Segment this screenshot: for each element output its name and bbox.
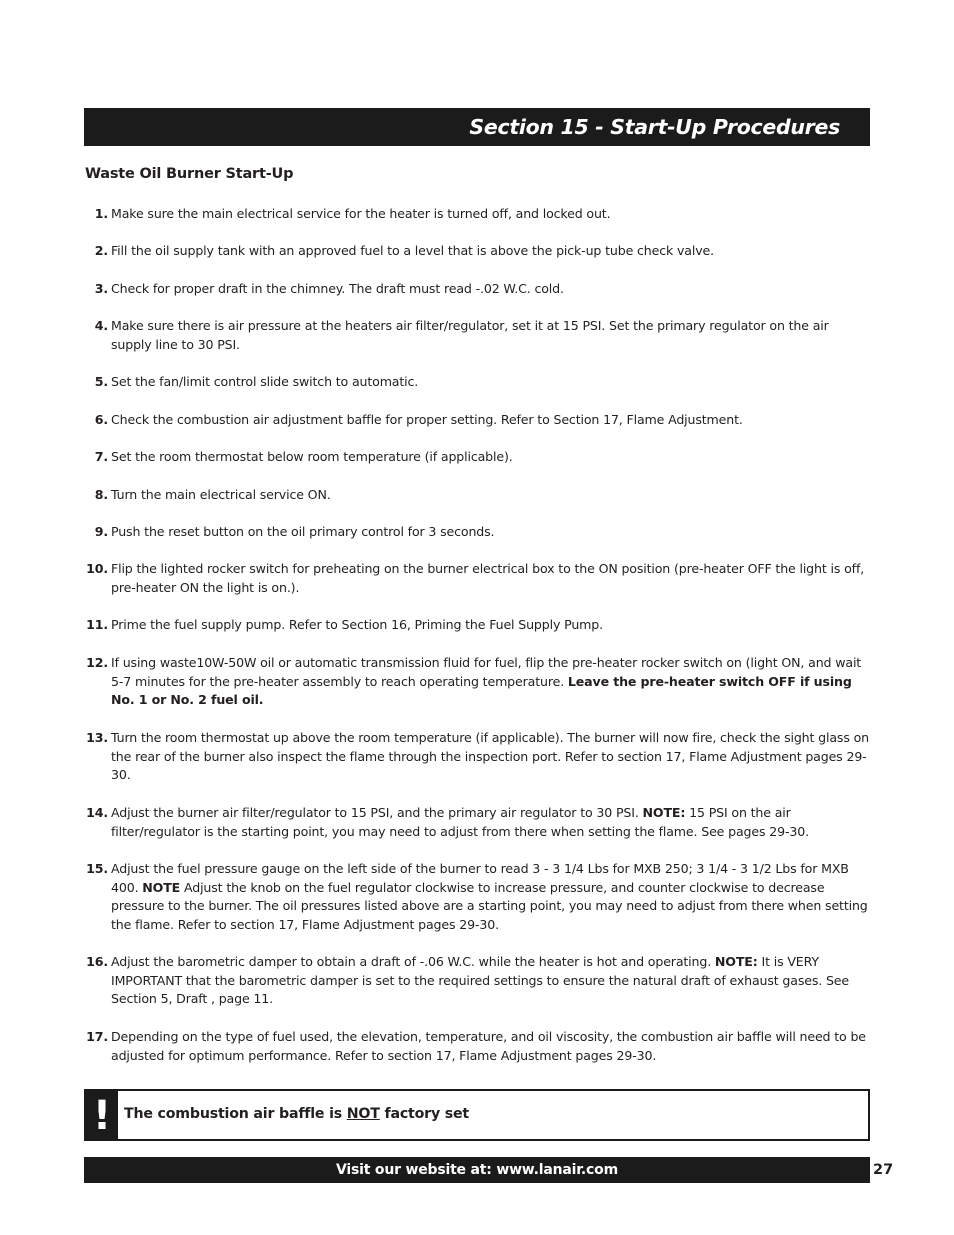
step-number: 16. [86,954,108,969]
step-text [111,860,871,934]
step-text-bold: NOTE [142,879,181,895]
step-text [111,523,871,542]
step-text [111,804,871,841]
exclamation-glyph: ! [92,1093,112,1139]
step-text [111,616,871,635]
footer-website-text: Visit our website at: www.lanair.com [336,1162,618,1178]
step-text [111,242,871,261]
step-number: 15. [86,861,108,876]
page-number: 27 [873,1162,894,1178]
step-number: 7. [94,449,108,464]
step-text [111,953,871,1009]
step-text-part: Adjust the burner air filter/regulator to 15 PSI, and the primary air regulator to 30 PSI. [111,805,643,820]
step-text-part: If using waste10W-50W oil or automatic transmission fluid for fuel, flip the pre-heater rocker switch on (light ON, and wait 5-7 minutes for the pre-heater assembly to reach operating temperature. [111,655,862,689]
step-text [111,411,871,430]
alert-text-before: The combustion air baffle is [124,1106,347,1122]
step-text-part: Flip the lighted rocker switch for preheating on the burner electrical box to the ON position (pre-heater OFF the light is off, pre-heater ON the light is on.). [111,561,865,595]
step-text-part: It is VERY IMPORTANT that the barometric damper is set to the required settings to ensure the natural draft of exhaust gases. See Section 5, Draft , page 11. [111,954,850,1007]
step-number: 8. [94,487,108,502]
step-text-part: Depending on the type of fuel used, the elevation, temperature, and oil viscosity, the combustion air baffle will need to be adjusted for optimum performance. Refer to section 17, Flame Adjustment pages 29-30. [111,1029,866,1063]
step-text-part: Turn the room thermostat up above the room temperature (if applicable). The burner will now fire, check the sight glass on the rear of the burner also inspect the flame through the inspection port. Refer to section 17, Flame Adjustment pages 29-30. [111,730,869,783]
step-text [111,1028,871,1065]
step-number: 2. [94,243,108,258]
step-text-part: Set the fan/limit control slide switch to automatic. [111,374,419,389]
step-text [111,560,871,597]
step-text-part: Prime the fuel supply pump. Refer to Section 16, Priming the Fuel Supply Pump. [111,617,603,632]
step-text-part: Make sure there is air pressure at the heaters air filter/regulator, set it at 15 PSI. Set the primary regulator on the air supply line to 30 PSI. [111,318,829,352]
step-number: 10. [86,561,108,576]
step-text [111,280,871,299]
step-number: 12. [86,655,108,670]
step-text-bold: Leave the pre-heater switch OFF if using No. 1 or No. 2 fuel oil. [111,673,852,708]
section-title: Section 15 - Start-Up Procedures [469,115,840,139]
step-text-part: Make sure the main electrical service for the heater is turned off, and locked out. [111,206,611,221]
exclamation-icon [86,1091,118,1139]
step-number: 11. [86,617,108,632]
step-text-part: Check the combustion air adjustment baffle for proper setting. Refer to Section 17, Flame Adjustment. [111,412,743,427]
step-number: 13. [86,730,108,745]
step-text-part: Adjust the knob on the fuel regulator clockwise to increase pressure, and counter clockwise to decrease pressure to the burner. The oil pressures listed above are a starting point, you may need to adjust from there when setting the flame. Refer to section 17, Flame Adjustment pages 29-30. [111,879,868,932]
step-text-part: Adjust the fuel pressure gauge on the left side of the burner to read 3 - 3 1/4 Lbs for MXB 250; 3 1/4 - 3 1/2 Lbs for MXB 400. [111,861,849,895]
subheading: Waste Oil Burner Start-Up [85,166,294,182]
step-text-part: Turn the main electrical service ON. [111,487,331,502]
step-text-part: Adjust the barometric damper to obtain a draft of -.06 W.C. while the heater is hot and operating. [111,954,715,969]
step-text [111,317,871,354]
step-number: 5. [94,374,108,389]
step-number: 17. [86,1029,108,1044]
step-number: 4. [94,318,108,333]
step-text-part: Fill the oil supply tank with an approved fuel to a level that is above the pick-up tube check valve. [111,243,714,258]
step-text [111,654,871,710]
step-number: 6. [94,412,108,427]
footer-bar [84,1157,870,1183]
step-text-bold: NOTE: [642,805,686,820]
alert-text-after: factory set [379,1106,470,1122]
step-number: 3. [94,281,108,296]
step-number: 9. [94,524,108,539]
step-text-part: 15 PSI on the air filter/regulator is the starting point, you may need to adjust from there when setting the flame. See pages 29-30. [111,805,809,839]
step-text-bold: NOTE: [714,954,758,969]
alert-box [84,1089,870,1141]
step-text [111,486,871,505]
step-text-part: Set the room thermostat below room temperature (if applicable). [111,449,513,464]
step-text [111,729,871,785]
step-text-part: Check for proper draft in the chimney. The draft must read -.02 W.C. cold. [111,281,564,296]
step-number: 14. [86,805,108,820]
step-text-part: Push the reset button on the oil primary control for 3 seconds. [111,524,495,539]
alert-text [124,1104,469,1124]
alert-text-emphasis: NOT [346,1106,380,1122]
step-text [111,373,871,392]
step-number: 1. [94,206,108,221]
step-text [111,205,871,224]
step-text [111,448,871,467]
